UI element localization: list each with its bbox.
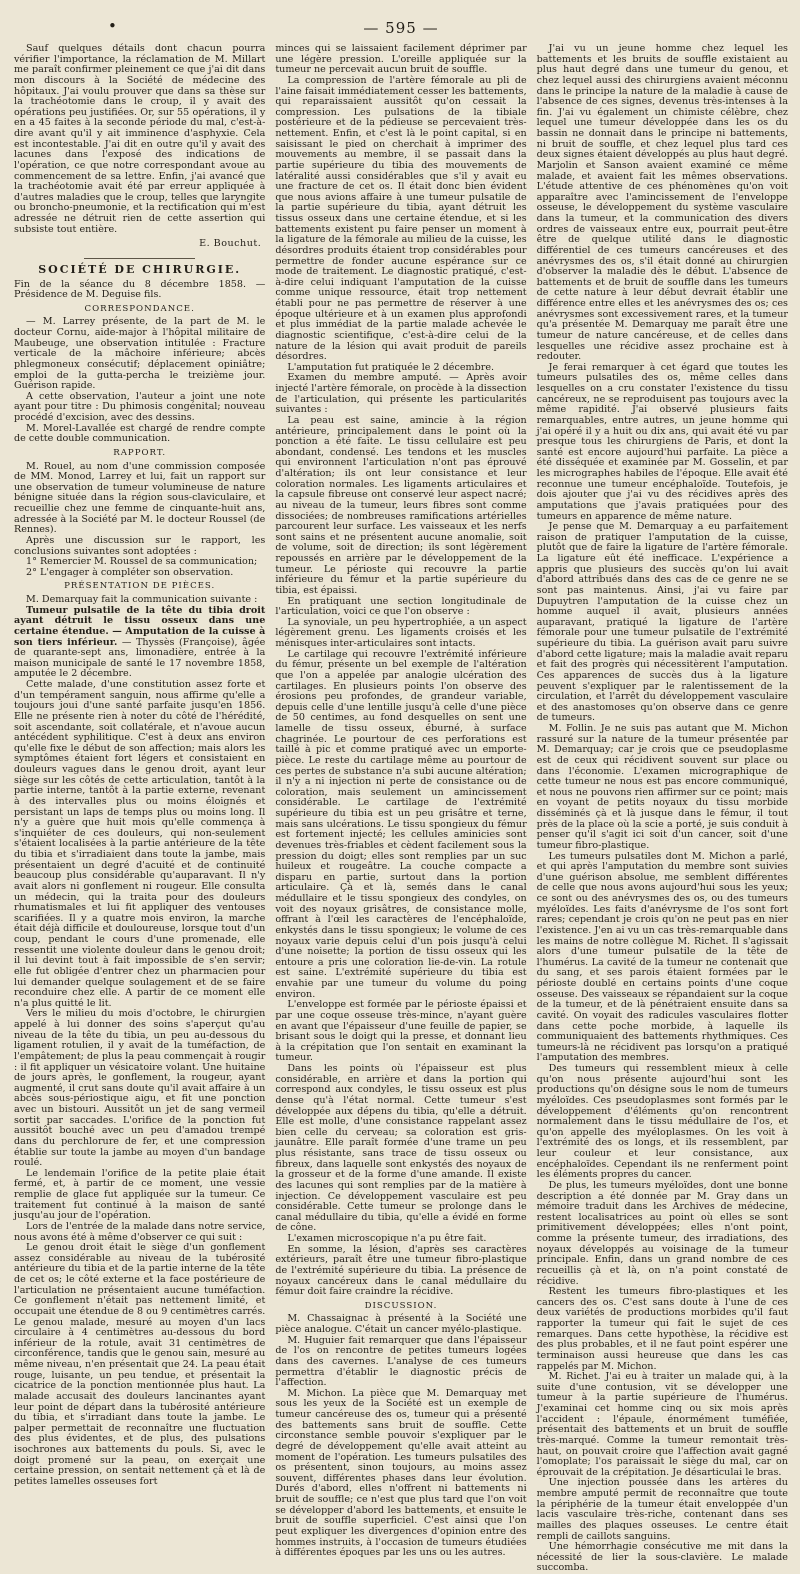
page-number: — 595 — bbox=[363, 19, 439, 37]
paragraph: La synoviale, un peu hypertrophiée, a un aspect légèrement grenu. Les ligaments croisés et les ménisques inter-articulaires sont intacts. bbox=[275, 616, 527, 649]
paragraph: Des tumeurs qui ressemblent mieux à celle qu'on nous présente aujourd'hui sont les productions qu'on désigne sous le nom de tumeurs myéloïdes. Ces pseudoplasmes sont formés par le développement d'éléments qu'on rencontrent normalement dans le tissu médullaire de l'os, et qu'on appelle des myéloplasmes. On les voit à l'extrémité des os longs, et ils ressemblent, par leur couleur et leur consistance, aux encéphaloïdes. Cependant ils ne renferment point les éléments propres du cancer. bbox=[536, 1063, 788, 1181]
paragraph: L'enveloppe est formée par le périoste épaissi et par une coque osseuse très-mince, n'ayant guère en avant que l'épaisseur d'une feuille de papier, se brisant sous le doigt qui la presse, et donnant lieu à la crépitation que l'on sentait en examinant la tumeur. bbox=[275, 999, 527, 1064]
paragraph: De plus, les tumeurs myéloïdes, dont une bonne description a été donnée par M. Gray dans un mémoire traduit dans les Archives de médecine, restent localisatrices au point où elles se sont primitivement développées; elles n'ont point, comme la présente tumeur, des irradiations, des noyaux développés au voisinage de la tumeur principale. Enfin, dans un grand nombre de ces recueillis çà et là, on n'a point constaté de récidive. bbox=[536, 1179, 788, 1287]
paragraph: Restent les tumeurs fibro-plastiques et les cancers des os. C'est sans doute à l'une de ces deux variétés de productions morbides qu'il faut rapporter la tumeur qui fait le sujet de ces remarques. Dans cette hypothèse, la récidive est des plus probables, et il ne faut point espérer une terminaison aussi heureuse que dans les cas rappelés par M. Michon. bbox=[536, 1286, 788, 1372]
paragraph: Dans les points où l'épaisseur est plus considérable, en arrière et dans la portion qui correspond aux condyles, le tissu osseux est plus dense qu'à l'état normal. Cette tumeur s'est développée aux dépens du tibia, qu'elle a détruit. Elle est molle, d'une consistance rappelant assez bien celle du cerveau; sa coloration est gris-jaunâtre. Elle paraît formée d'une trame un peu plus résistante, sans trace de tissu osseux ou fibreux, dans laquelle sont enkystés des noyaux de la grosseur et de la forme d'une amande. Il existe des lacunes qui sont remplies par de la matière à injection. Ce développement vasculaire est peu considérable. Cette tumeur se prolonge dans le canal médullaire du tibia, qu'elle a évidé en forme de cône. bbox=[275, 1063, 527, 1234]
subheading-discussion: DISCUSSION. bbox=[364, 1300, 438, 1311]
paragraph: A cette observation, l'auteur a joint une note ayant pour titre : Du phimosis congénital; nouveau procédé d'excision, avec des dessins. bbox=[14, 390, 266, 423]
paragraph: M. Demarquay fait la communication suivante : bbox=[26, 594, 258, 605]
paragraph: Vers le milieu du mois d'octobre, le chirurgien appelé à lui donner des soins s'aperçut qu'au niveau de la tête du tibia, un peu au-dessous du ligament rotulien, il y avait de la tuméfaction, de l'empâtement; de plus la peau commençait à rougir : il fit appliquer un vésicatoire volant. Une huitaine de jours après, le gonflement, la rougeur, ayant augmenté, il crut sans doute qu'il avait affaire à un abcès sous-périostique aigu, et fit une ponction avec un bistouri. Aussitôt un jet de sang vermeil sortit par saccades. L'orifice de la ponction fut aussitôt bouché avec un peu d'amadou trempé dans du perchlorure de fer, et une compression établie sur toute la jambe au moyen d'un bandage roulé. bbox=[14, 1008, 266, 1169]
column-2 bbox=[275, 43, 527, 1559]
paragraph: Le lendemain l'orifice de la petite plaie était fermé, et, à partir de ce moment, une vessie remplie de glace fut appliquée sur la tumeur. Ce traitement fut continué à la maison de santé jusqu'au jour de l'opération. bbox=[14, 1167, 266, 1222]
paragraph: M. Rouel, au nom d'une commission composée de MM. Monod, Larrey et lui, fait un rapport sur une observation de tumeur volumineuse de nature bénigne située dans la région sous-claviculaire, et recueillie chez une femme de cinquante-huit ans, adressée à la Société par M. le docteur Roussel (de Rennes). bbox=[14, 460, 266, 536]
paragraph: Examen du membre amputé. — Après avoir injecté l'artère fémorale, on procède à la dissection de l'articulation, qui présente les particularités suivantes : bbox=[275, 372, 527, 416]
signature: E. Bouchut. bbox=[199, 238, 262, 250]
paragraph bbox=[14, 606, 265, 680]
ornament-mark: • bbox=[108, 17, 118, 35]
paragraph: Sauf quelques détails dont chacun pourra vérifier l'importance, la réclamation de M. Millart me paraît confirmer pleinement ce que j'ai dit dans mon discours à la Société de médecine des hôpitaux. J'ai voulu prouver que dans sa thèse sur la trachéotomie dans le croup, il y avait des opérations peu justifiées. Or, sur 55 opérations, il y en a 45 faites à la seconde période du mal, c'est-à-dire avant qu'il y ait imminence d'asphyxie. Cela est incontestable. J'ai dit en outre qu'il y avait des lacunes dans l'exposé des indications de l'opération, ce que notre correspondant avoue au commencement de sa lettre. Enfin, j'ai avancé que la trachéotomie avait été par erreur appliquée à d'autres maladies que le croup, telles que laryngite ou broncho-pneumonie, et la rectification qui m'est adressée ne détruit rien de cette assertion qui subsiste tout entière. bbox=[14, 43, 266, 235]
subheading-pieces: PRÉSENTATION DE PIÈCES. bbox=[64, 581, 216, 592]
paragraph: 1° Remercier M. Roussel de sa communication; bbox=[26, 556, 258, 568]
paragraph: En pratiquant une section longitudinale de l'articulation, voici ce que l'on observe : bbox=[275, 595, 527, 618]
case-intro: — Thyssès (Françoise), âgée de quarante-sept ans, limonadière, entrée à la maison municipale de santé le 17 novembre 1858, amputée le 2 décembre. bbox=[14, 636, 266, 680]
paragraph: M. Follin. Je ne suis pas autant que M. Michon rassuré sur la nature de la tumeur présentée par M. Demarquay; car je crois que ce pseudoplasme est de ceux qui récidivent souvent sur place ou dans l'économie. L'examen micrographique de cette tumeur ne nous est pas encore communiqué, et nous ne pouvons rien affirmer sur ce point; mais en voyant de petits noyaux du tissu morbide disséminés çà et là jusque dans le fémur, il tout près de la place où la scie a porté, je suis conduit à penser qu'il s'agit ici soit d'un cancer, soit d'une tumeur fibro-plastique. bbox=[536, 723, 788, 851]
paragraph: La peau est saine, amincie à la région antérieure, principalement dans le point où la ponction a été faite. Le tissu cellulaire est peu abondant, condensé. Les tendons et les muscles qui environnent l'articulation n'ont pas éprouvé d'altération; ils ont leur consistance et leur coloration normales. Les ligaments articulaires et la capsule fibreuse ont conservé leur aspect nacré; au niveau de la tumeur, leurs fibres sont comme dissociées; de nombreuses ramifications artérielles parcourent leur surface. Les vaisseaux et les nerfs sont sains et ne présentent aucune anomalie, soit de volume, soit de direction; ils sont légèrement repoussés en arrière par le développement de la tumeur. Le périoste qui recouvre la partie inférieure du fémur et la partie supérieure du tibia, est épaissi. bbox=[275, 414, 527, 596]
column-1 bbox=[14, 43, 266, 1487]
paragraph: Lors de l'entrée de la malade dans notre service, nous avons été à même d'observer ce qui suit : bbox=[14, 1220, 266, 1243]
paragraph: M. Morel-Lavallée est chargé de rendre compte de cette double communication. bbox=[14, 422, 266, 445]
paragraph: Cette malade, d'une constitution assez forte et d'un tempérament sanguin, nous affirme qu'elle a toujours joui d'une santé parfaite jusqu'en 1856. Elle ne présente rien à noter du côté de l'hérédité, soit ascendante, soit collatérale, et n'avoue aucun antécédent syphilitique. C'est à deux ans environ qu'elle fixe le début de son affection; mais alors les symptômes étaient fort légers et consistaient en douleurs vagues dans le genou droit, ayant leur siège sur les côtés de cette articulation, tantôt à la partie interne, tantôt à la partie externe, revenant à des intervalles plus ou moins éloignés et persistant un laps de temps plus ou moins long. Il n'y a guère que huit mois qu'elle commença à s'inquiéter de ces douleurs, qui non-seulement s'étaient localisées à la partie antérieure de la tête du tibia et s'irradiaient dans toute la jambe, mais présentaient un degré d'acuité et de continuité beaucoup plus considérable qu'auparavant. Il n'y avait alors ni gonflement ni rougeur. Elle consulta un médecin, qui la traita pour des douleurs rhumatismales et lui fit appliquer des ventouses scarifiées. Il y a quatre mois environ, la marche était déjà difficile et douloureuse, lorsque tout d'un coup, pendant le cours d'une promenade, elle ressentit une violente douleur dans le genou droit; il lui devint tout à fait impossible de s'en servir; elle fut obligée d'entrer chez un pharmacien pour lui demander quelque soulagement et de se faire reconduire chez elle. A partir de ce moment elle n'a plus quitté le lit. bbox=[14, 679, 266, 1009]
paragraph: M. Huguier fait remarquer que dans l'épaisseur de l'os on rencontre de petites tumeurs logées dans des cavernes. L'analyse de ces tumeurs permettra d'établir le diagnostic précis de l'affection. bbox=[275, 1334, 527, 1389]
session-line: Fin de la séance du 8 décembre 1858. — Présidence de M. Deguise fils. bbox=[14, 278, 266, 301]
paragraph: M. Chassaignac à présenté à la Société une pièce analogue. C'était un cancer myélo-plastique. bbox=[275, 1313, 527, 1335]
divider bbox=[84, 258, 195, 259]
paragraph: Une hémorrhagie consécutive me mit dans la nécessité de lier la sous-clavière. Le malade succomba. bbox=[536, 1541, 788, 1574]
paragraph: M. Michon. La pièce que M. Demarquay met sous les yeux de la Société est un exemple de tumeur cancéreuse des os, tumeur qui a présenté des battements sans bruit de souffle. Cette circonstance semble pouvoir s'expliquer par le degré de développement qu'elle avait atteint au moment de l'opération. Les tumeurs pulsatiles des os présentent, sinon toujours, au moins assez souvent, différentes phases dans leur évolution. Durés d'abord, elles n'offrent ni battements ni bruit de souffle; ce n'est que plus tard que l'on voit se développer d'abord les battements, et ensuite le bruit de souffle superficiel. C'est ainsi que l'on peut expliquer les divergences d'opinion entre des hommes instruits, à l'occasion de tumeurs étudiées à différentes époques par les uns ou les autres. bbox=[275, 1387, 527, 1559]
paragraph: La compression de l'artère fémorale au pli de l'aine faisait immédiatement cesser les battements, qui reparaissaient aussitôt qu'on cessait la compression. Les pulsations de la tibiale postérieure et de la pédieuse se percevaient très-nettement. Enfin, et c'est là le point capital, si en saisissant le pied on cherchait à imprimer des mouvements au membre, il se passait dans la partie supérieure du tibia des mouvements de latéralité aussi considérables que s'il y avait eu une fracture de cet os. Il était donc bien évident que nous avions affaire à une tumeur pulsatile de la partie supérieure du tibia, ayant détruit les tissus osseux dans une certaine étendue, et si les battements existent pu faire penser un moment à la ligature de la fémorale au milieu de la cuisse, les désordres produits étaient trop considérables pour permettre de fonder aucune espérance sur ce mode de traitement. Le diagnostic pratiqué, c'est-à-dire celui indiquant l'amputation de la cuisse comme unique ressource, était trop nettement établi pour ne pas permettre de réserver à une époque ultérieure et à un examen plus approfondi et plus immédiat de la partie malade achevée le diagnostic scientifique, c'est-à-dire celui de la nature de la lésion qui avait produit de pareils désordres. bbox=[275, 74, 527, 363]
paragraph: — M. Larrey présente, de la part de M. le docteur Cornu, aide-major à l'hôpital militaire de Maubeuge, une observation intitulée : Fracture verticale de la mâchoire inférieure; abcès phlegmoneux consécutif; déplacement opiniâtre; emploi de la gutta-percha le treizième jour. Guérison rapide. bbox=[14, 316, 266, 392]
paragraph: Après une discussion sur le rapport, les conclusions suivantes sont adoptées : bbox=[14, 534, 266, 557]
text-columns bbox=[14, 43, 788, 1574]
paragraph: Je ferai remarquer à cet égard que toutes les tumeurs pulsatiles des os, même celles dans lesquelles on a cru constater l'existence du tissu cancéreux, ne se reproduisent pas toujours avec la même rapidité. J'ai observé plusieurs faits remarquables, entre autres, un jeune homme qui j'ai opéré il y a huit ou dix ans, qui avait été vu par presque tous les chirurgiens de Paris, et dont la santé est encore aujourd'hui parfaite. La pièce a été disséquée et examinée par M. Gosselin, et par les micrographes habiles de l'époque. Elle avait été reconnue une tumeur encéphaloïde. Toutefois, je dois ajouter que j'ai vu des récidives après des amputations que j'avais pratiquées pour des tumeurs en apparence de même nature. bbox=[536, 361, 788, 522]
paragraph: Une injection poussée dans les artères du membre amputé permit de reconnaître que toute la périphérie de la tumeur était enveloppée d'un lacis vasculaire très-riche, contenant dans ses mailles des plaques osseuses. Le centre était rempli de caillots sanguins. bbox=[536, 1477, 788, 1542]
subheading-rapport: RAPPORT. bbox=[113, 447, 167, 458]
paragraph: Les tumeurs pulsatiles dont M. Michon a parlé, et qui après l'amputation du membre sont suivies d'une guérison absolue, me semblent différentes de celle que nous avons aujourd'hui sous les yeux; ce sont ou des anévrysmes des os, ou des tumeurs myéloïdes. Les faits d'anévrysme de l'os sont fort rares; cependant je crois qu'on ne peut pas en nier l'existence. J'en ai vu un cas très-remarquable dans les mains de notre collègue M. Richet. Il s'agissait alors d'une tumeur pulsatile de la tête de l'humérus. La cavité de la tumeur ne contenait que du sang, et ses parois étaient formées par le périoste doublé en certains points d'une coque osseuse. Des vaisseaux se répandaient sur la coque de la tumeur, et de là pénétraient ensuite dans sa cavité. On voyait des radicules vasculaires flotter dans cette poche morbide, à laquelle ils communiquaient des battements rhythmiques. Ces tumeurs-là ne récidivent pas lorsqu'on a pratiqué l'amputation des membres. bbox=[536, 850, 788, 1064]
column-3 bbox=[536, 43, 788, 1574]
paragraph: minces qui se laissaient facilement déprimer par une légère pression. L'oreille appliquée sur la tumeur ne percevait aucun bruit de souffle. bbox=[275, 43, 527, 76]
paragraph: Le cartilage qui recouvre l'extrémité inférieure du fémur, présente un bel exemple de l'altération que l'on a appelée par analogie ulcération des cartilages. En plusieurs points l'on observe des érosions peu profondes, de grandeur variable, depuis celle d'une lentille jusqu'à celle d'une pièce de 50 centimes, au fond desquelles on sent une lamelle de tissu osseux, éburné, à surface chagrinée. Le pourtour de ces perforations est taillé à pic et comme pratiqué avec un emporte-pièce. Le reste du cartilage même au pourtour de ces pertes de substance n'a subi aucune altération; il n'y a ni injection ni perte de consistance ou de coloration, mais seulement un amincissement considérable. Le cartilage de l'extrémité supérieure du tibia est un peu grisâtre et terne, mais sans ulcérations. Le tissu spongieux du fémur est fortement injecté; les cellules aminicies sont devenues très-friables et cèdent facilement sous la pression du doigt; elles sont remplies par un suc huileux et rougeâtre. La couche compacte a disparu en partie, surtout dans la portion articulaire. Çà et là, semés dans le canal médullaire et le tissu spongieux des condyles, on voit des noyaux grisâtres, de consistance molle, offrant à l'œil les caractères de l'encéphaloïde, enkystés dans le tissu spongieux; le volume de ces noyaux varie depuis celui d'un pois jusqu'à celui d'une noisette; la portion de tissu osseux qui les entoure a pris une coloration lie-de-vin. La rotule est saine. L'extrémité supérieure du tibia est envahie par une tumeur du volume du poing environ. bbox=[275, 648, 527, 1000]
paragraph: L'amputation fut pratiquée le 2 décembre. bbox=[287, 361, 495, 373]
paragraph: Je pense que M. Demarquay a eu parfaitement raison de pratiquer l'amputation de la cuisse, plutôt que de faire la ligature de l'artère fémorale. La ligature eût été inefficace. L'expérience a appris que plusieurs des succès qu'on lui avait d'abord attribués dans des cas de ce genre ne se sont pas maintenus. Ainsi, j'ai vu faire par Dupuytren l'amputation de la cuisse chez un homme auquel il avait, plusieurs années auparavant, pratiqué la ligature de l'artère fémorale pour une tumeur pulsatile de l'extrémité supérieure du tibia. La guérison avait paru suivre d'abord cette ligature; mais la maladie avait reparu et fait des progrès qui nécessitèrent l'amputation. Ces apparences de succès dus à la ligature peuvent s'expliquer par le ralentissement de la circulation, et l'arrêt du développement vasculaire et des anastomoses qu'on observe dans ce genre de tumeurs. bbox=[536, 521, 788, 724]
subheading-correspondance: CORRESPONDANCE. bbox=[84, 303, 195, 314]
paragraph: J'ai vu un jeune homme chez lequel les battements et les bruits de souffle existaient au plus haut degré dans une tumeur du genou, et chez lequel aussi des chirurgiens avaient méconnu dans le principe la nature de la maladie à cause de l'absence de ces signes, devenus très-intenses à la fin. J'ai vu également un chimiste célèbre, chez lequel une tumeur développée dans les os du bassin ne donnait dans le principe ni battements, ni bruit de souffle, et chez lequel plus tard ces deux signes étaient développés au plus haut degré. Marjolin et Sanson avaient examiné ce même malade, et avaient fait les mêmes observations. L'étude attentive de ces phénomènes qu'on voit apparaître avec l'amincissement de l'enveloppe osseuse, le développement du système vasculaire dans la tumeur, et la communication des divers ordres de vaisseaux entre eux, pourrait peut-être être de quelque utilité dans le diagnostic différentiel de ces tumeurs cancéreuses et des anévrysmes des os, s'il était donné au chirurgien d'observer la maladie dès le début. L'absence de battements et de bruit de souffle dans les tumeurs de cette nature à leur début devrait établir une différence entre elles et les anévrysmes des os; ces anévrysmes sont excessivement rares, et la tumeur qu'a présentée M. Demarquay me paraît être une tumeur de nature cancéreuse, et de celles dans lesquelles une récidive assez prochaine est à redouter. bbox=[536, 43, 788, 363]
paragraph: En somme, la lésion, d'après ses caractères extérieurs, paraît être une tumeur fibro-plastique de l'extrémité supérieure du tibia. La présence de noyaux cancéreux dans le canal médullaire du fémur doit faire craindre la récidive. bbox=[275, 1243, 527, 1298]
paragraph: 2° L'engager à compléter son observation. bbox=[26, 566, 234, 578]
case-title: Tumeur pulsatile de la tête du tibia droit ayant détruit le tissu osseux dans une certaine étendue. — Amputation de la cuisse à son tiers inférieur. bbox=[14, 604, 266, 648]
paragraph: L'examen microscopique n'a pu être fait. bbox=[287, 1233, 487, 1244]
page-header bbox=[14, 14, 788, 44]
paragraph: Le genou droit était le siège d'un gonflement assez considérable au niveau de la tubérosité antérieure du tibia et de la partie interne de la tête de cet os; le côté externe et la face postérieure de l'articulation ne présentaient aucune tuméfaction. Ce gonflement n'était pas nettement limité, et occupait une étendue de 8 ou 9 centimètres carrés. Le genou malade, mesuré au moyen d'un lacs circulaire à 4 centimètres au-dessous du bord inférieur de la rotule, avait 31 centimètres de circonférence, tandis que le genou sain, mesuré au même niveau, n'en présentait que 24. La peau était rouge, luisante, un peu tendue, et présentait la cicatrice de la ponction mentionnée plus haut. La malade accusait des douleurs lancinantes ayant leur point de départ dans la tubérosité antérieure du tibia, et s'irradiant dans toute la jambe. Le palper permettait de reconnaître une fluctuation des plus évidentes, et de plus, des pulsations isochrones aux battements du pouls. Si, avec le doigt promené sur la peau, on exerçait une certaine pression, on sentait nettement çà et là de petites lamelles osseuses fort bbox=[14, 1242, 266, 1487]
paragraph: M. Richet. J'ai eu à traiter un malade qui, à la suite d'une contusion, vit se développer une tumeur à la partie supérieure de l'humérus. J'examinai cet homme cinq ou six mois après l'accident : l'épaule, énormément tuméfiée, présentait des battements et un bruit de souffle très-marqué. Comme la tumeur remontait très-haut, on pouvait croire que l'affection avait gagné l'omoplate; l'os paraissait le siège du mal, car on éprouvait de la crépitation. Je désarticulai le bras. bbox=[536, 1371, 788, 1478]
section-title: SOCIÉTÉ DE CHIRURGIE. bbox=[38, 262, 242, 276]
